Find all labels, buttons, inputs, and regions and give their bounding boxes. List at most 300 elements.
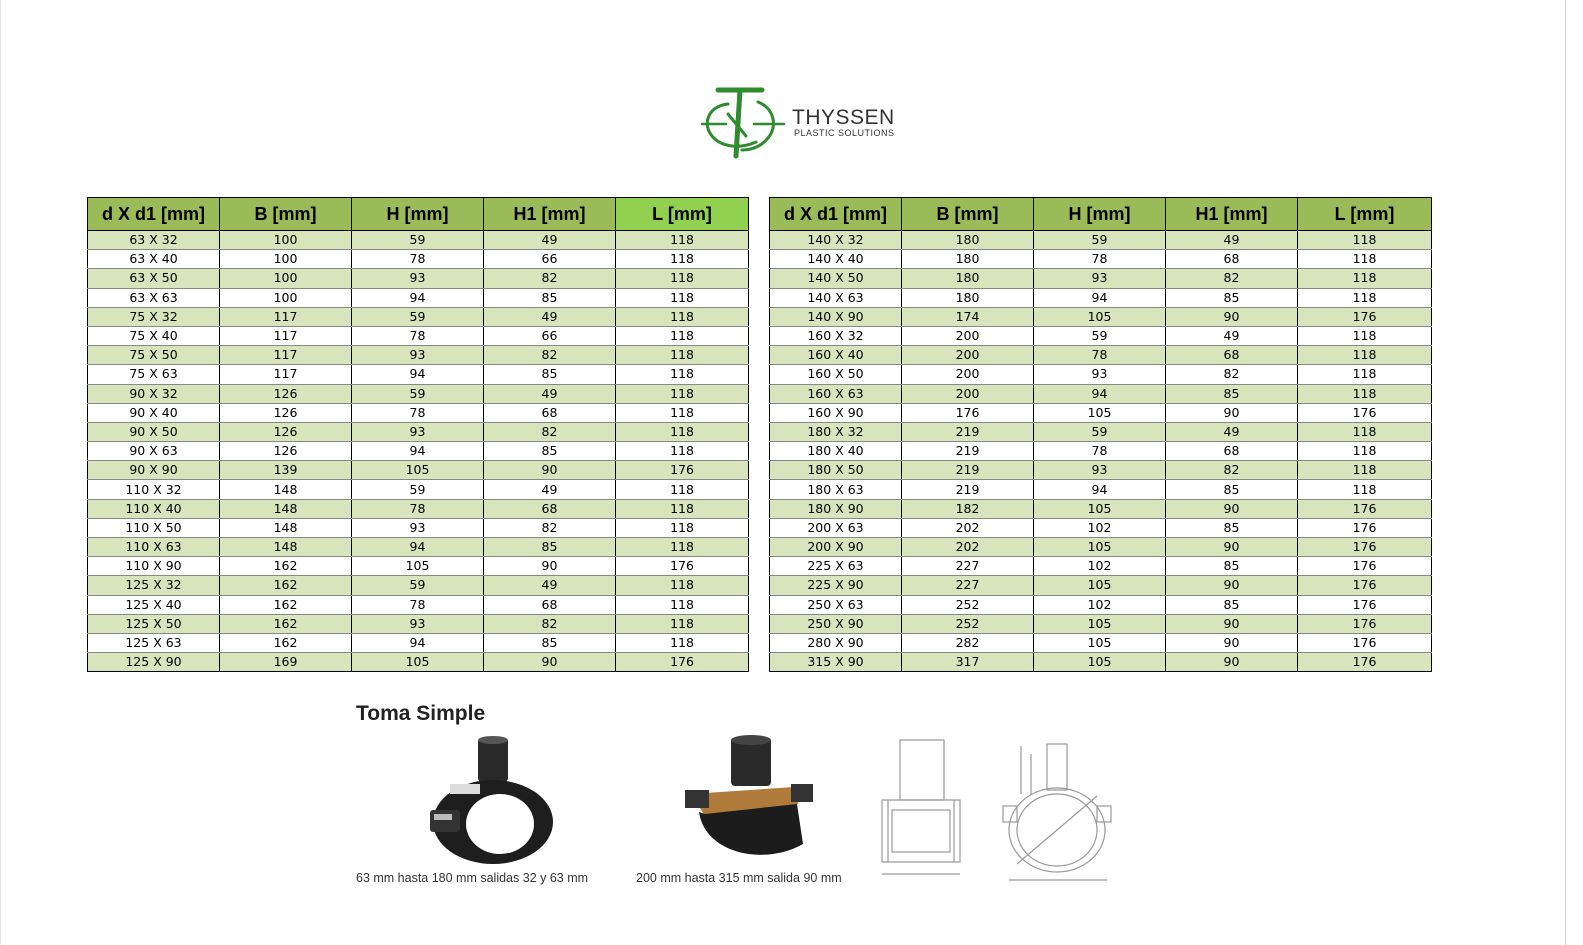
table-cell: 225 X 63	[770, 557, 902, 576]
table-cell: 105	[1034, 653, 1166, 672]
table-cell: 118	[616, 538, 749, 557]
table-row	[88, 326, 749, 345]
column-header: d X d1 [mm]	[770, 198, 902, 231]
table-cell: 118	[1298, 346, 1432, 365]
table-cell: 180	[902, 269, 1034, 288]
table-cell: 162	[220, 595, 352, 614]
table-cell: 252	[902, 614, 1034, 633]
table-cell: 219	[902, 442, 1034, 461]
table-row	[770, 576, 1432, 595]
table-cell: 282	[902, 633, 1034, 652]
table-cell: 162	[220, 614, 352, 633]
table-cell: 118	[616, 518, 749, 537]
table-cell: 169	[220, 653, 352, 672]
table-cell: 110 X 32	[88, 480, 220, 499]
table-cell: 49	[484, 480, 616, 499]
table-cell: 63 X 32	[88, 231, 220, 250]
table-cell: 200	[902, 365, 1034, 384]
table-cell: 118	[616, 384, 749, 403]
table-cell: 126	[220, 403, 352, 422]
table-cell: 148	[220, 538, 352, 557]
table-cell: 160 X 50	[770, 365, 902, 384]
table-cell: 118	[616, 346, 749, 365]
table-cell: 90	[1166, 576, 1298, 595]
table-cell: 90 X 50	[88, 422, 220, 441]
table-cell: 118	[1298, 231, 1432, 250]
table-cell: 118	[616, 442, 749, 461]
page-edge-left	[0, 0, 1, 945]
table-cell: 117	[220, 326, 352, 345]
table-cell: 180	[902, 250, 1034, 269]
table-cell: 90	[1166, 403, 1298, 422]
table-cell: 68	[484, 403, 616, 422]
table-cell: 118	[616, 633, 749, 652]
table-cell: 118	[1298, 422, 1432, 441]
table-cell: 85	[484, 633, 616, 652]
table-cell: 160 X 63	[770, 384, 902, 403]
table-row	[88, 480, 749, 499]
table-cell: 118	[616, 403, 749, 422]
table-cell: 90	[1166, 633, 1298, 652]
table-cell: 75 X 40	[88, 326, 220, 345]
table-cell: 59	[1034, 422, 1166, 441]
table-cell: 125 X 63	[88, 633, 220, 652]
logo-tagline: PLASTIC SOLUTIONS	[794, 128, 895, 138]
table-cell: 110 X 90	[88, 557, 220, 576]
table-cell: 200	[902, 326, 1034, 345]
table-cell: 117	[220, 365, 352, 384]
table-cell: 105	[1034, 633, 1166, 652]
table-cell: 59	[352, 384, 484, 403]
table-cell: 85	[484, 442, 616, 461]
table-cell: 140 X 32	[770, 231, 902, 250]
table-cell: 180	[902, 288, 1034, 307]
table-cell: 140 X 50	[770, 269, 902, 288]
table-cell: 102	[1034, 557, 1166, 576]
table-cell: 140 X 90	[770, 307, 902, 326]
table-cell: 176	[616, 653, 749, 672]
table-cell: 85	[1166, 288, 1298, 307]
table-cell: 82	[1166, 461, 1298, 480]
table-row	[770, 384, 1432, 403]
table-cell: 200 X 90	[770, 538, 902, 557]
table-cell: 117	[220, 307, 352, 326]
caption-large-range: 200 mm hasta 315 mm salida 90 mm	[636, 871, 842, 885]
table-cell: 118	[616, 480, 749, 499]
table-cell: 59	[352, 576, 484, 595]
table-cell: 176	[1298, 538, 1432, 557]
table-cell: 202	[902, 518, 1034, 537]
table-cell: 219	[902, 480, 1034, 499]
table-cell: 176	[1298, 499, 1432, 518]
spec-table-left	[87, 197, 749, 672]
table-cell: 118	[616, 499, 749, 518]
table-cell: 90	[1166, 307, 1298, 326]
table-cell: 85	[1166, 595, 1298, 614]
table-cell: 59	[1034, 326, 1166, 345]
table-row	[770, 595, 1432, 614]
table-row	[88, 499, 749, 518]
table-cell: 176	[1298, 614, 1432, 633]
table-cell: 117	[220, 346, 352, 365]
table-cell: 93	[1034, 365, 1166, 384]
table-cell: 90 X 63	[88, 442, 220, 461]
table-row	[88, 633, 749, 652]
table-row	[770, 499, 1432, 518]
table-cell: 118	[616, 614, 749, 633]
column-header: L [mm]	[1298, 198, 1432, 231]
table-cell: 68	[1166, 442, 1298, 461]
column-header: H [mm]	[1034, 198, 1166, 231]
table-row	[770, 250, 1432, 269]
table-cell: 93	[1034, 461, 1166, 480]
table-cell: 66	[484, 326, 616, 345]
table-row	[770, 269, 1432, 288]
table-row	[770, 288, 1432, 307]
product-image-panel	[345, 684, 1135, 896]
table-cell: 59	[352, 231, 484, 250]
table-cell: 317	[902, 653, 1034, 672]
table-row	[88, 442, 749, 461]
table-cell: 59	[352, 480, 484, 499]
table-row	[88, 614, 749, 633]
table-row	[770, 480, 1432, 499]
logo-brand-name: THYSSEN	[792, 106, 895, 129]
table-cell: 100	[220, 269, 352, 288]
table-cell: 118	[616, 307, 749, 326]
table-cell: 78	[352, 250, 484, 269]
table-row	[770, 614, 1432, 633]
table-cell: 68	[1166, 346, 1298, 365]
table-cell: 59	[352, 307, 484, 326]
table-cell: 85	[484, 365, 616, 384]
table-row	[770, 326, 1432, 345]
table-cell: 78	[352, 595, 484, 614]
table-cell: 90	[1166, 614, 1298, 633]
table-cell: 252	[902, 595, 1034, 614]
table-cell: 93	[352, 422, 484, 441]
table-cell: 90 X 32	[88, 384, 220, 403]
table-cell: 75 X 63	[88, 365, 220, 384]
table-row	[770, 653, 1432, 672]
table-cell: 110 X 40	[88, 499, 220, 518]
table-row	[88, 422, 749, 441]
column-header: B [mm]	[220, 198, 352, 231]
table-cell: 78	[1034, 250, 1166, 269]
column-header: L [mm]	[616, 198, 749, 231]
table-row	[88, 557, 749, 576]
table-cell: 68	[484, 595, 616, 614]
table-cell: 148	[220, 480, 352, 499]
column-header: H [mm]	[352, 198, 484, 231]
table-cell: 227	[902, 557, 1034, 576]
table-cell: 118	[616, 422, 749, 441]
table-cell: 94	[352, 365, 484, 384]
table-row	[770, 518, 1432, 537]
table-row	[88, 365, 749, 384]
table-row	[88, 595, 749, 614]
table-cell: 93	[352, 614, 484, 633]
table-cell: 202	[902, 538, 1034, 557]
table-cell: 118	[1298, 442, 1432, 461]
column-header: H1 [mm]	[1166, 198, 1298, 231]
table-row	[88, 518, 749, 537]
table-cell: 176	[616, 461, 749, 480]
column-header: H1 [mm]	[484, 198, 616, 231]
table-cell: 160 X 40	[770, 346, 902, 365]
table-cell: 219	[902, 422, 1034, 441]
table-cell: 68	[484, 499, 616, 518]
table-row	[770, 365, 1432, 384]
table-cell: 118	[1298, 250, 1432, 269]
table-cell: 176	[902, 403, 1034, 422]
table-cell: 118	[1298, 461, 1432, 480]
table-cell: 180 X 63	[770, 480, 902, 499]
table-cell: 49	[1166, 231, 1298, 250]
table-cell: 90	[484, 461, 616, 480]
table-cell: 78	[352, 499, 484, 518]
table-row	[88, 403, 749, 422]
table-cell: 110 X 63	[88, 538, 220, 557]
table-cell: 105	[352, 461, 484, 480]
table-cell: 160 X 32	[770, 326, 902, 345]
table-cell: 200	[902, 384, 1034, 403]
table-cell: 140 X 40	[770, 250, 902, 269]
table-cell: 100	[220, 231, 352, 250]
table-row	[770, 461, 1432, 480]
table-cell: 200	[902, 346, 1034, 365]
table-cell: 125 X 50	[88, 614, 220, 633]
table-row	[88, 653, 749, 672]
table-header-row	[770, 198, 1432, 231]
product-title: Toma Simple	[356, 702, 486, 725]
table-header-row	[88, 198, 749, 231]
table-cell: 93	[352, 518, 484, 537]
table-cell: 49	[484, 307, 616, 326]
column-header: B [mm]	[902, 198, 1034, 231]
table-cell: 182	[902, 499, 1034, 518]
caption-small-range: 63 mm hasta 180 mm salidas 32 y 63 mm	[356, 871, 589, 885]
table-row	[770, 442, 1432, 461]
table-cell: 94	[352, 538, 484, 557]
table-cell: 176	[1298, 576, 1432, 595]
table-cell: 176	[1298, 403, 1432, 422]
table-cell: 102	[1034, 595, 1166, 614]
table-row	[88, 384, 749, 403]
table-cell: 110 X 50	[88, 518, 220, 537]
table-cell: 82	[484, 422, 616, 441]
table-cell: 148	[220, 518, 352, 537]
table-cell: 118	[1298, 288, 1432, 307]
table-cell: 225 X 90	[770, 576, 902, 595]
column-header: d X d1 [mm]	[88, 198, 220, 231]
table-cell: 49	[484, 231, 616, 250]
table-cell: 85	[484, 288, 616, 307]
table-cell: 82	[484, 346, 616, 365]
table-cell: 125 X 40	[88, 595, 220, 614]
table-cell: 118	[1298, 269, 1432, 288]
table-cell: 93	[352, 269, 484, 288]
table-cell: 126	[220, 422, 352, 441]
table-cell: 118	[1298, 326, 1432, 345]
table-cell: 94	[352, 633, 484, 652]
table-cell: 90	[1166, 653, 1298, 672]
table-cell: 118	[616, 250, 749, 269]
table-row	[770, 231, 1432, 250]
table-cell: 105	[1034, 576, 1166, 595]
table-cell: 219	[902, 461, 1034, 480]
spec-table-right	[769, 197, 1432, 672]
table-cell: 102	[1034, 518, 1166, 537]
table-cell: 85	[1166, 518, 1298, 537]
table-row	[88, 250, 749, 269]
table-cell: 118	[1298, 384, 1432, 403]
table-cell: 176	[1298, 653, 1432, 672]
table-row	[88, 307, 749, 326]
table-cell: 118	[616, 595, 749, 614]
technical-drawing-side	[878, 734, 964, 884]
table-cell: 162	[220, 557, 352, 576]
table-cell: 180 X 50	[770, 461, 902, 480]
table-cell: 118	[1298, 365, 1432, 384]
table-cell: 85	[1166, 557, 1298, 576]
table-row	[770, 538, 1432, 557]
table-row	[88, 231, 749, 250]
table-cell: 105	[1034, 403, 1166, 422]
table-cell: 85	[484, 538, 616, 557]
table-cell: 94	[352, 288, 484, 307]
table-cell: 75 X 32	[88, 307, 220, 326]
table-cell: 90	[1166, 538, 1298, 557]
table-cell: 66	[484, 250, 616, 269]
table-cell: 176	[1298, 557, 1432, 576]
table-cell: 63 X 50	[88, 269, 220, 288]
table-cell: 82	[484, 518, 616, 537]
table-cell: 176	[1298, 307, 1432, 326]
table-cell: 280 X 90	[770, 633, 902, 652]
table-cell: 105	[1034, 499, 1166, 518]
table-cell: 78	[1034, 442, 1166, 461]
table-cell: 49	[484, 384, 616, 403]
table-cell: 176	[1298, 518, 1432, 537]
table-cell: 105	[1034, 614, 1166, 633]
table-cell: 162	[220, 576, 352, 595]
table-row	[88, 461, 749, 480]
table-cell: 100	[220, 288, 352, 307]
table-cell: 59	[1034, 231, 1166, 250]
table-cell: 94	[352, 442, 484, 461]
table-cell: 118	[616, 288, 749, 307]
table-cell: 82	[484, 614, 616, 633]
table-cell: 180 X 32	[770, 422, 902, 441]
table-cell: 160 X 90	[770, 403, 902, 422]
table-row	[88, 288, 749, 307]
table-cell: 93	[1034, 269, 1166, 288]
table-cell: 94	[1034, 480, 1166, 499]
table-cell: 125 X 32	[88, 576, 220, 595]
table-cell: 94	[1034, 384, 1166, 403]
table-cell: 105	[1034, 307, 1166, 326]
table-cell: 63 X 40	[88, 250, 220, 269]
table-cell: 200 X 63	[770, 518, 902, 537]
table-cell: 162	[220, 633, 352, 652]
table-cell: 78	[352, 326, 484, 345]
table-row	[88, 346, 749, 365]
table-cell: 176	[616, 557, 749, 576]
table-cell: 126	[220, 442, 352, 461]
technical-drawing-front	[999, 734, 1135, 884]
table-cell: 63 X 63	[88, 288, 220, 307]
saddle-photo-small	[430, 736, 560, 864]
table-cell: 180 X 40	[770, 442, 902, 461]
table-cell: 85	[1166, 480, 1298, 499]
table-row	[770, 422, 1432, 441]
table-cell: 82	[484, 269, 616, 288]
table-row	[770, 307, 1432, 326]
table-cell: 78	[1034, 346, 1166, 365]
table-cell: 174	[902, 307, 1034, 326]
company-logo	[640, 70, 1008, 175]
thyssen-logo-icon	[698, 84, 788, 160]
table-cell: 82	[1166, 269, 1298, 288]
table-cell: 75 X 50	[88, 346, 220, 365]
table-row	[770, 557, 1432, 576]
table-cell: 49	[1166, 422, 1298, 441]
table-cell: 105	[1034, 538, 1166, 557]
table-cell: 125 X 90	[88, 653, 220, 672]
table-cell: 85	[1166, 384, 1298, 403]
table-cell: 176	[1298, 633, 1432, 652]
table-row	[770, 633, 1432, 652]
table-row	[770, 346, 1432, 365]
table-cell: 82	[1166, 365, 1298, 384]
table-cell: 139	[220, 461, 352, 480]
table-cell: 148	[220, 499, 352, 518]
page-edge-right	[1565, 0, 1566, 945]
table-cell: 180 X 90	[770, 499, 902, 518]
table-cell: 78	[352, 403, 484, 422]
table-cell: 90 X 90	[88, 461, 220, 480]
saddle-photo-large	[685, 734, 815, 864]
table-row	[88, 269, 749, 288]
table-cell: 90	[1166, 499, 1298, 518]
table-cell: 90	[484, 653, 616, 672]
table-cell: 118	[1298, 480, 1432, 499]
table-cell: 180	[902, 231, 1034, 250]
table-cell: 118	[616, 269, 749, 288]
table-cell: 126	[220, 384, 352, 403]
table-cell: 49	[1166, 326, 1298, 345]
table-cell: 315 X 90	[770, 653, 902, 672]
table-cell: 100	[220, 250, 352, 269]
table-cell: 105	[352, 653, 484, 672]
table-cell: 140 X 63	[770, 288, 902, 307]
table-cell: 118	[616, 365, 749, 384]
table-cell: 227	[902, 576, 1034, 595]
table-cell: 250 X 63	[770, 595, 902, 614]
table-row	[88, 538, 749, 557]
table-cell: 250 X 90	[770, 614, 902, 633]
table-cell: 118	[616, 326, 749, 345]
table-row	[770, 403, 1432, 422]
table-cell: 49	[484, 576, 616, 595]
table-cell: 94	[1034, 288, 1166, 307]
table-cell: 118	[616, 231, 749, 250]
table-cell: 93	[352, 346, 484, 365]
table-row	[88, 576, 749, 595]
table-cell: 176	[1298, 595, 1432, 614]
table-cell: 90 X 40	[88, 403, 220, 422]
